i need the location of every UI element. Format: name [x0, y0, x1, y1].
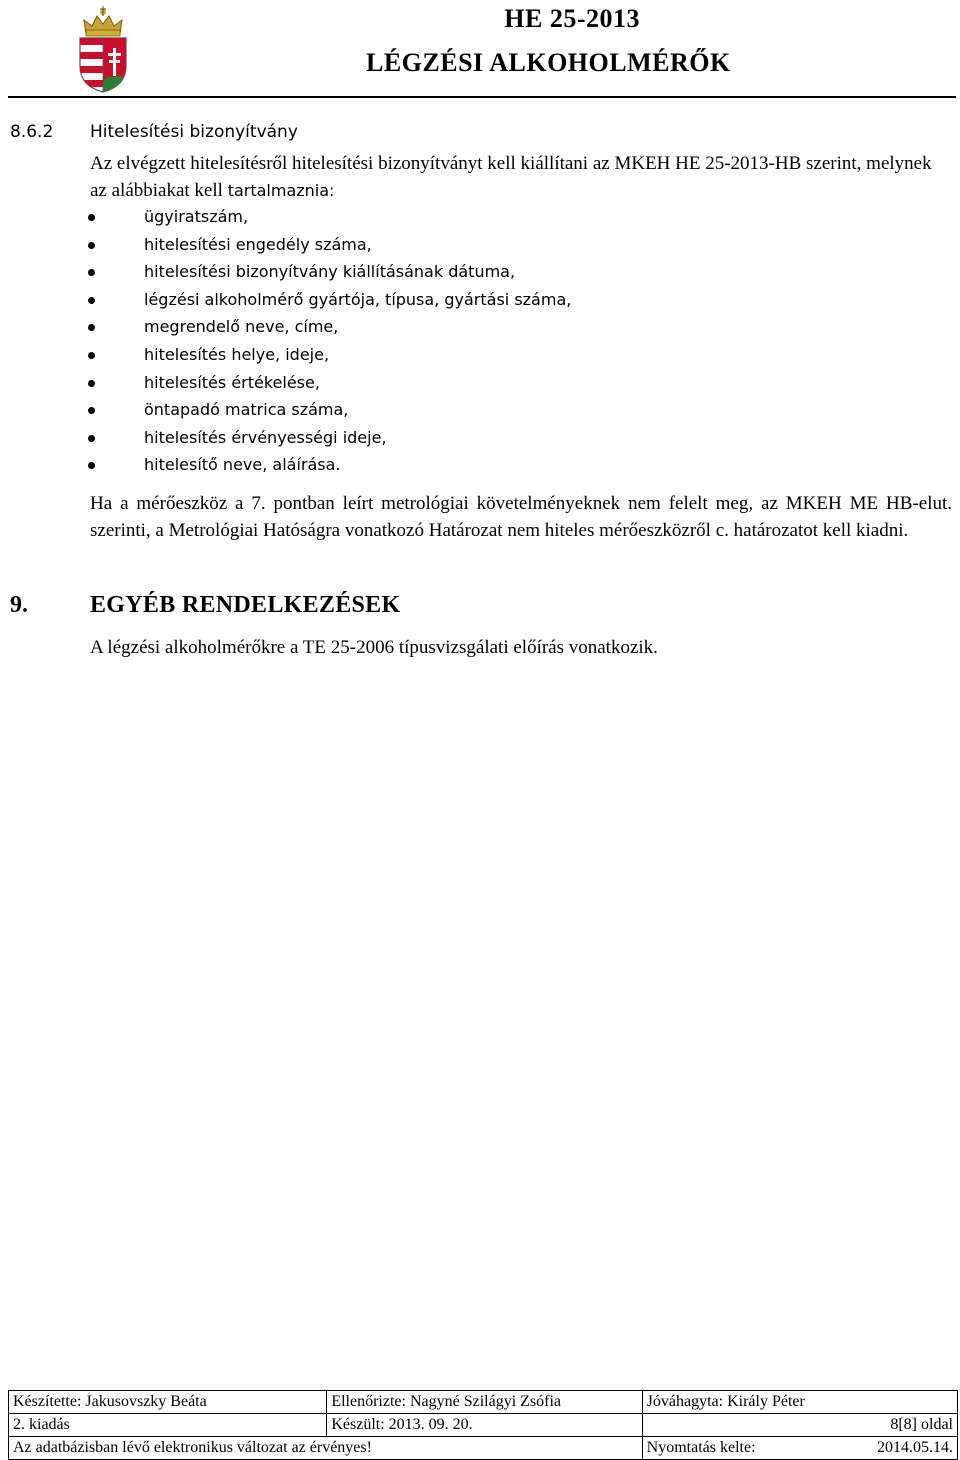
bullet-icon — [88, 324, 95, 331]
list-item: hitelesítési engedély száma, — [0, 231, 960, 259]
section-number: 8.6.2 — [10, 122, 54, 142]
intro-tail: tartalmaznia: — [227, 181, 335, 200]
footer-print-label: Nyomtatás kelte: — [646, 1439, 756, 1456]
list-item: ügyiratszám, — [0, 203, 960, 231]
list-item: hitelesítés érvényességi ideje, — [0, 424, 960, 452]
bullet-icon — [88, 407, 95, 414]
section9-title: EGYÉB RENDELKEZÉSEK — [90, 592, 401, 618]
section9-text: A légzési alkoholmérőkre a TE 25-2006 típusvizsgálati előírás vonatkozik. — [90, 637, 658, 658]
bullet-icon — [88, 435, 95, 442]
bullet-icon — [88, 380, 95, 387]
list-item: hitelesítési bizonyítvány kiállításának dátuma, — [0, 258, 960, 286]
footer-approved: Jóváhagyta: Király Péter — [642, 1391, 957, 1414]
bullet-icon — [88, 214, 95, 221]
section9-number: 9. — [10, 592, 28, 618]
page-header — [8, 0, 956, 98]
section-title: Hitelesítési bizonyítvány — [90, 122, 298, 142]
footer-edition: 2. kiadás — [9, 1414, 327, 1437]
bullet-icon — [88, 297, 95, 304]
document-title: LÉGZÉSI ALKOHOLMÉRŐK — [366, 48, 731, 77]
footer-checked: Ellenőrizte: Nagyné Szilágyi Zsófia — [327, 1391, 642, 1414]
footer-validity: Az adatbázisban lévő elektronikus változat az érvényes! — [9, 1437, 643, 1460]
list-item: hitelesítés értékelése, — [0, 369, 960, 397]
footer-prepared: Készítette: Jakusovszky Beáta — [9, 1391, 327, 1414]
bullet-icon — [88, 462, 95, 469]
list-item: hitelesítés helye, ideje, — [0, 341, 960, 369]
document-footer — [8, 1390, 958, 1460]
hungarian-coat-of-arms-icon — [72, 4, 134, 94]
section-intro — [90, 150, 952, 204]
document-code: HE 25-2013 — [504, 4, 640, 33]
bullet-icon — [88, 352, 95, 359]
bullet-icon — [88, 242, 95, 249]
list-item: légzési alkoholmérő gyártója, típusa, gyártási száma, — [0, 286, 960, 314]
footer-print-date: 2014.05.14. — [877, 1439, 953, 1456]
list-item: öntapadó matrica száma, — [0, 396, 960, 424]
intro-text: Az elvégzett hitelesítésről hitelesítési bizonyítványt kell kiállítani az MKEH HE 25-2013-HB szerint, melynek az alábbiakat kell — [90, 153, 932, 201]
nonconformity-note: Ha a mérőeszköz a 7. pontban leírt metrológiai követelményeknek nem felelt meg, az MKEH ME HB-elut. szerinti, a Metrológiai Hatóságra vonatkozó Határozat nem hiteles mérőeszközről c. határozatot kell kiadni. — [90, 493, 952, 541]
bullet-icon — [88, 269, 95, 276]
footer-print — [642, 1437, 957, 1460]
required-content-list — [0, 203, 960, 479]
list-item: megrendelő neve, címe, — [0, 313, 960, 341]
list-item: hitelesítő neve, aláírása. — [0, 451, 960, 479]
footer-made: Készült: 2013. 09. 20. — [327, 1414, 642, 1437]
footer-page: 8[8] oldal — [642, 1414, 957, 1437]
